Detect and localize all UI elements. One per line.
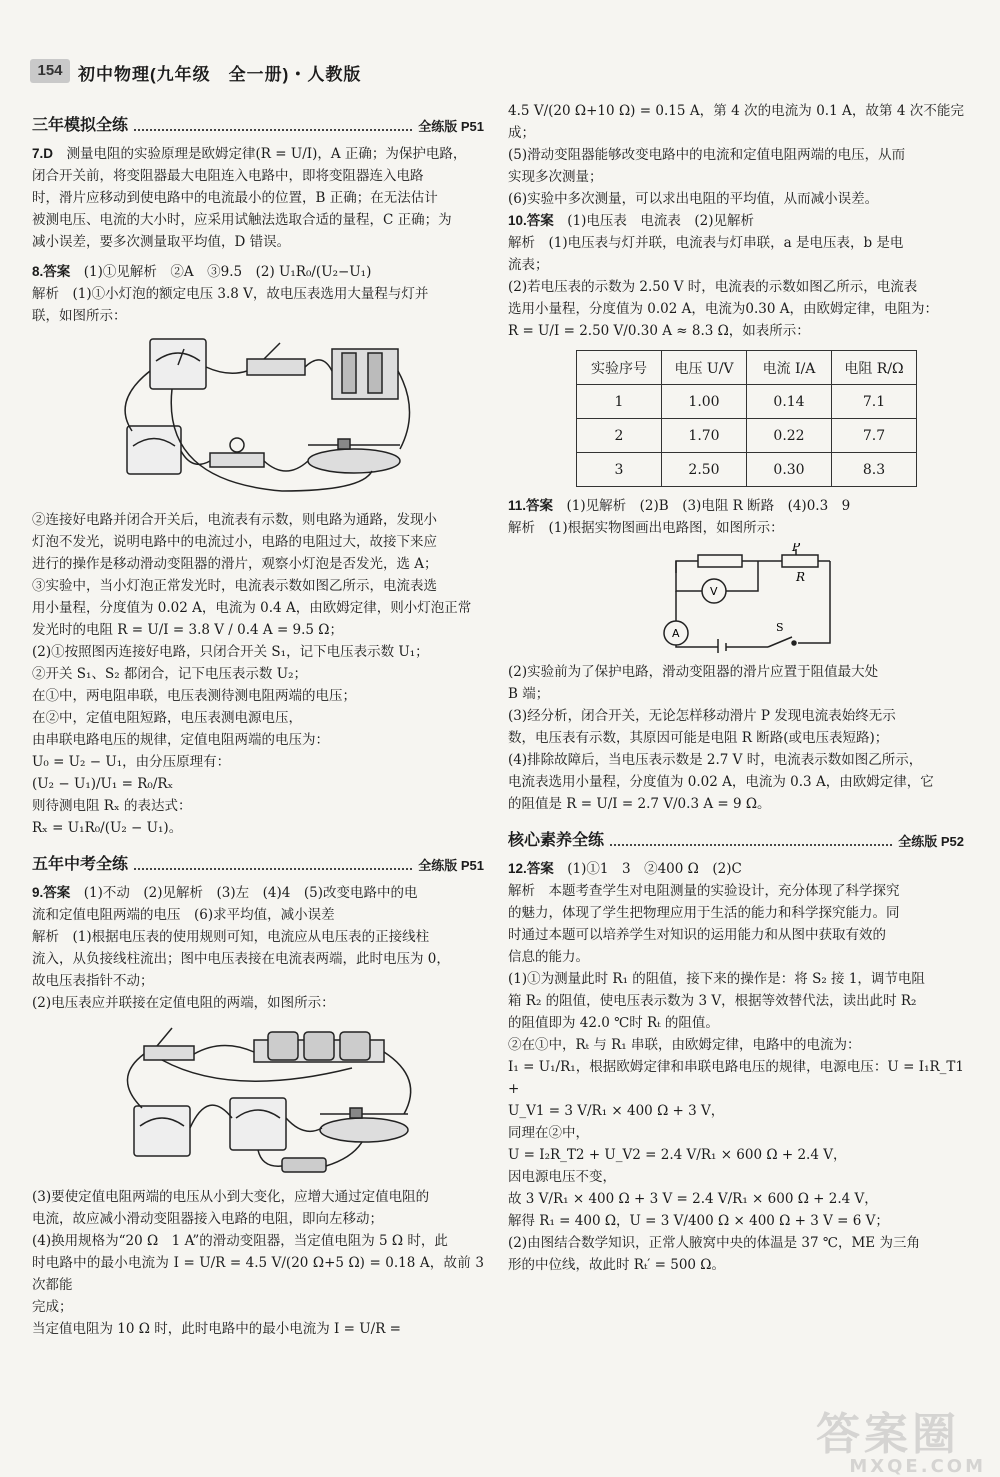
page-number: 154 [30,59,70,83]
q9-answer: 9.答案 (1)不动 (2)见解析 (3)左 (4)4 (5)改变电路中的电 [32,885,418,901]
circuit-photo-2 [32,1018,484,1178]
voltmeter-symbol: V [710,585,718,598]
q8-answer: 8.答案 (1)①见解析 ②A ③9.5 (2) U₁R₀/(U₂−U₁) [32,264,372,280]
label-p: P [792,543,801,554]
right-column: 4.5 V/(20 Ω+10 Ω) = 0.15 A，第 4 次的电流为 0.1 A，故第 4 次不能完成； (5)滑动变阻器能够改变电路中的电流和定值电阻两端的电压，从而 实现多次测量； (6)实验中多次测量，可以求出电阻的平均值，从而减小误差。 10.答案 (1)电压表 电流表 (2)见解析 解析 (1)电压表与灯并联，电流表与灯串联，a 是电压表，b 是电 流表； (2)若电压表的示数为 2.50 V 时，电流表的示数如图乙所示，电流表 选用小量程，分度值为 0.02 A，电流为0.30 A，由欧姆定律，电阻为： R = U/I = 2.50 V/0.30 A ≈ 8.3 Ω，如表所示： 实验序号 电压 U/V 电流 I/A 电阻 R/Ω 1 1.00 0.14 7.1 2 1.70 0.22 7.7 3 2.50 0.30 8.3 11.答案 (1)见解析 (2)B (3)电阻 R 断路 (4)0.3 9 解析 (1)根据实物图画出电路图，如图所示： P R V A S (2)实验前为了保护电路，滑动变阻器的滑片应置于阻值最大处 B 端； (3)经分析，闭合开关，无论怎样移动滑片 P 发现电流表始终无示 数，电压表有示数，其原因可能是电阻 R 断路(或电压表短路)； (4)排除故障后，当电压表示数是 2.7 V 时，电流表示数如图乙所示， 电流表选用小量程，分度值为 0.02 A，电流为 0.3 A，由欧姆定律，它 的阻值是 R = U/I = 2.7 V/0.3 A = 9 Ω。 核心素养全练 全练版 P52 12.答案 (1)①1 3 ②400 Ω (2)C 解析 本题考查学生对电阻测量的实验设计，充分体现了科学探究 的魅力，体现了学生把物理应用于生活的能力和科学探究能力。同 时通过本题可以培养学生对知识的运用能力和从图中获取有效的 信息的能力。 (1)①为测量此时 R₁ 的阻值，接下来的操作是：将 S₂ 接 1，调节电阻 箱 R₂ 的阻值，使电压表示数为 3 V，根据等效替代法，读出此时 R₂ 的阻值即为 42.0 ℃时 Rₜ 的阻值。 ②在①中，Rₜ 与 R₁ 串联，由欧姆定律，电路中的电流为： I₁ = U₁/R₁，根据欧姆定律和串联电路电压的规律，电源电压：U = I₁R_T1 + U_V1 = 3 V/R₁ × 400 Ω + 3 V， 同理在②中， U = I₂R_T2 + U_V2 = 2.4 V/R₁ × 600 Ω + 2.4 V， 因电源电压不变， 故 3 V/R₁ × 400 Ω + 3 V = 2.4 V/R₁ × 600 Ω + 2.4 V， 解得 R₁ = 400 Ω，U = 3 V/400 Ω × 400 Ω + 3 V = 6 V； (2)由图结合数学知识，正常人腋窝中央的体温是 37 ℃，ME 为三角 形的中位线，故此时 Rₜ′ = 500 Ω。 [508,103,964,1273]
section-header: 核心素养全练 全练版 P52 [508,832,964,849]
label-r: R [796,570,806,584]
circuit-diagram [508,543,964,653]
table-row: 2 1.70 0.22 7.7 [577,419,917,453]
page-header [30,55,970,89]
section-header: 三年模拟全练 全练版 P51 [32,117,484,134]
circuit-photo-1 [32,331,484,501]
watermark: 答案圈 MXQE.COM [816,1409,986,1477]
ammeter-symbol: A [672,627,680,640]
q7-line: 7.D 测量电阻的实验原理是欧姆定律(R = U/I)，A 正确；为保护电路， [32,146,467,162]
left-column: 三年模拟全练 全练版 P51 7.D 测量电阻的实验原理是欧姆定律(R = U/I)，A 正确；为保护电路， 闭合开关前，将变阻器最大电阻连入电路中，即将变阻器连入电路 时，滑片应移动到使电路中的电流最小的位置，B 正确；在无法估计 被测电压、电流的大小时，应采用试触法选取合适的量程，C 正确；为 减小误差，要多次测量取平均值，D 错误。 8.答案 (1)①见解析 ②A ③9.5 (2) U₁R₀/(U₂−U₁) 解析 (1)①小灯泡的额定电压 3.8 V，故电压表选用大量程与灯并 联，如图所示： ②连接好电路并闭合开关后，电流表有示数，则电路为通路，发现小 灯泡不发光，说明电路中的电流过小，电路的电阻过大，故接下来应 进行的操作是移动滑动变阻器的滑片，观察小灯泡是否发光，选 A； ③实验中，当小灯泡正常发光时，电流表示数如图乙所示，电流表选 用小量程，分度值为 0.02 A，电流为 0.4 A，由欧姆定律，则小灯泡正常 发光时的电阻 R = U/I = 3.8 V / 0.4 A = 9.5 Ω； (2)①按照图丙连接好电路，只闭合开关 S₁，记下电压表示数 U₁； ②开关 S₁、S₂ 都闭合，记下电压表示数 U₂； 在①中，两电阻串联，电压表测待测电阻两端的电压； 在②中，定值电阻短路，电压表测电源电压， 由串联电路电压的规律，定值电阻两端的电压为： U₀ = U₂ − U₁，由分压原理有： (U₂ − U₁)/U₁ = R₀/Rₓ 则待测电阻 Rₓ 的表达式： Rₓ = U₁R₀/(U₂ − U₁)。 五年中考全练 全练版 P51 9.答案 (1)不动 (2)见解析 (3)左 (4)4 (5)改变电路中的电 流和定值电阻两端的电压 (6)求平均值，减小误差 解析 (1)根据电压表的使用规则可知，电流应从电压表的正接线柱 流入，从负接线柱流出；图中电压表接在电流表两端，此时电压为 0， 故电压表指针不动； (2)电压表应并联接在定值电阻的两端，如图所示： (3)要使定值电阻两端的电压从小到大变化，应增大通过定值电阻的 电流，故应减小滑动变阻器接入电路的电阻，即向左移动； (4)换用规格为“20 Ω 1 A”的滑动变阻器，当定值电阻为 5 Ω 时，此 时电路中的最小电流为 I = U/R = 4.5 V/(20 Ω+5 Ω) = 0.18 A，故前 3 次都能 完成； 当定值电阻为 10 Ω 时，此时电路中的最小电流为 I = U/R = [32,100,484,1340]
section-header: 五年中考全练 全练版 P51 [32,856,484,873]
q12-answer: 12.答案 (1)①1 3 ②400 Ω (2)C [508,861,742,877]
q10-answer: 10.答案 (1)电压表 电流表 (2)见解析 [508,213,755,229]
table-row: 3 2.50 0.30 8.3 [577,453,917,487]
data-table [576,350,917,487]
table-row: 1 1.00 0.14 7.1 [577,385,917,419]
q11-answer: 11.答案 (1)见解析 (2)B (3)电阻 R 断路 (4)0.3 9 [508,498,851,514]
label-s: S [776,621,784,634]
table-header-row: 实验序号 电压 U/V 电流 I/A 电阻 R/Ω [577,351,917,385]
book-title: 初中物理(九年级 全一册)・人教版 [78,65,362,84]
